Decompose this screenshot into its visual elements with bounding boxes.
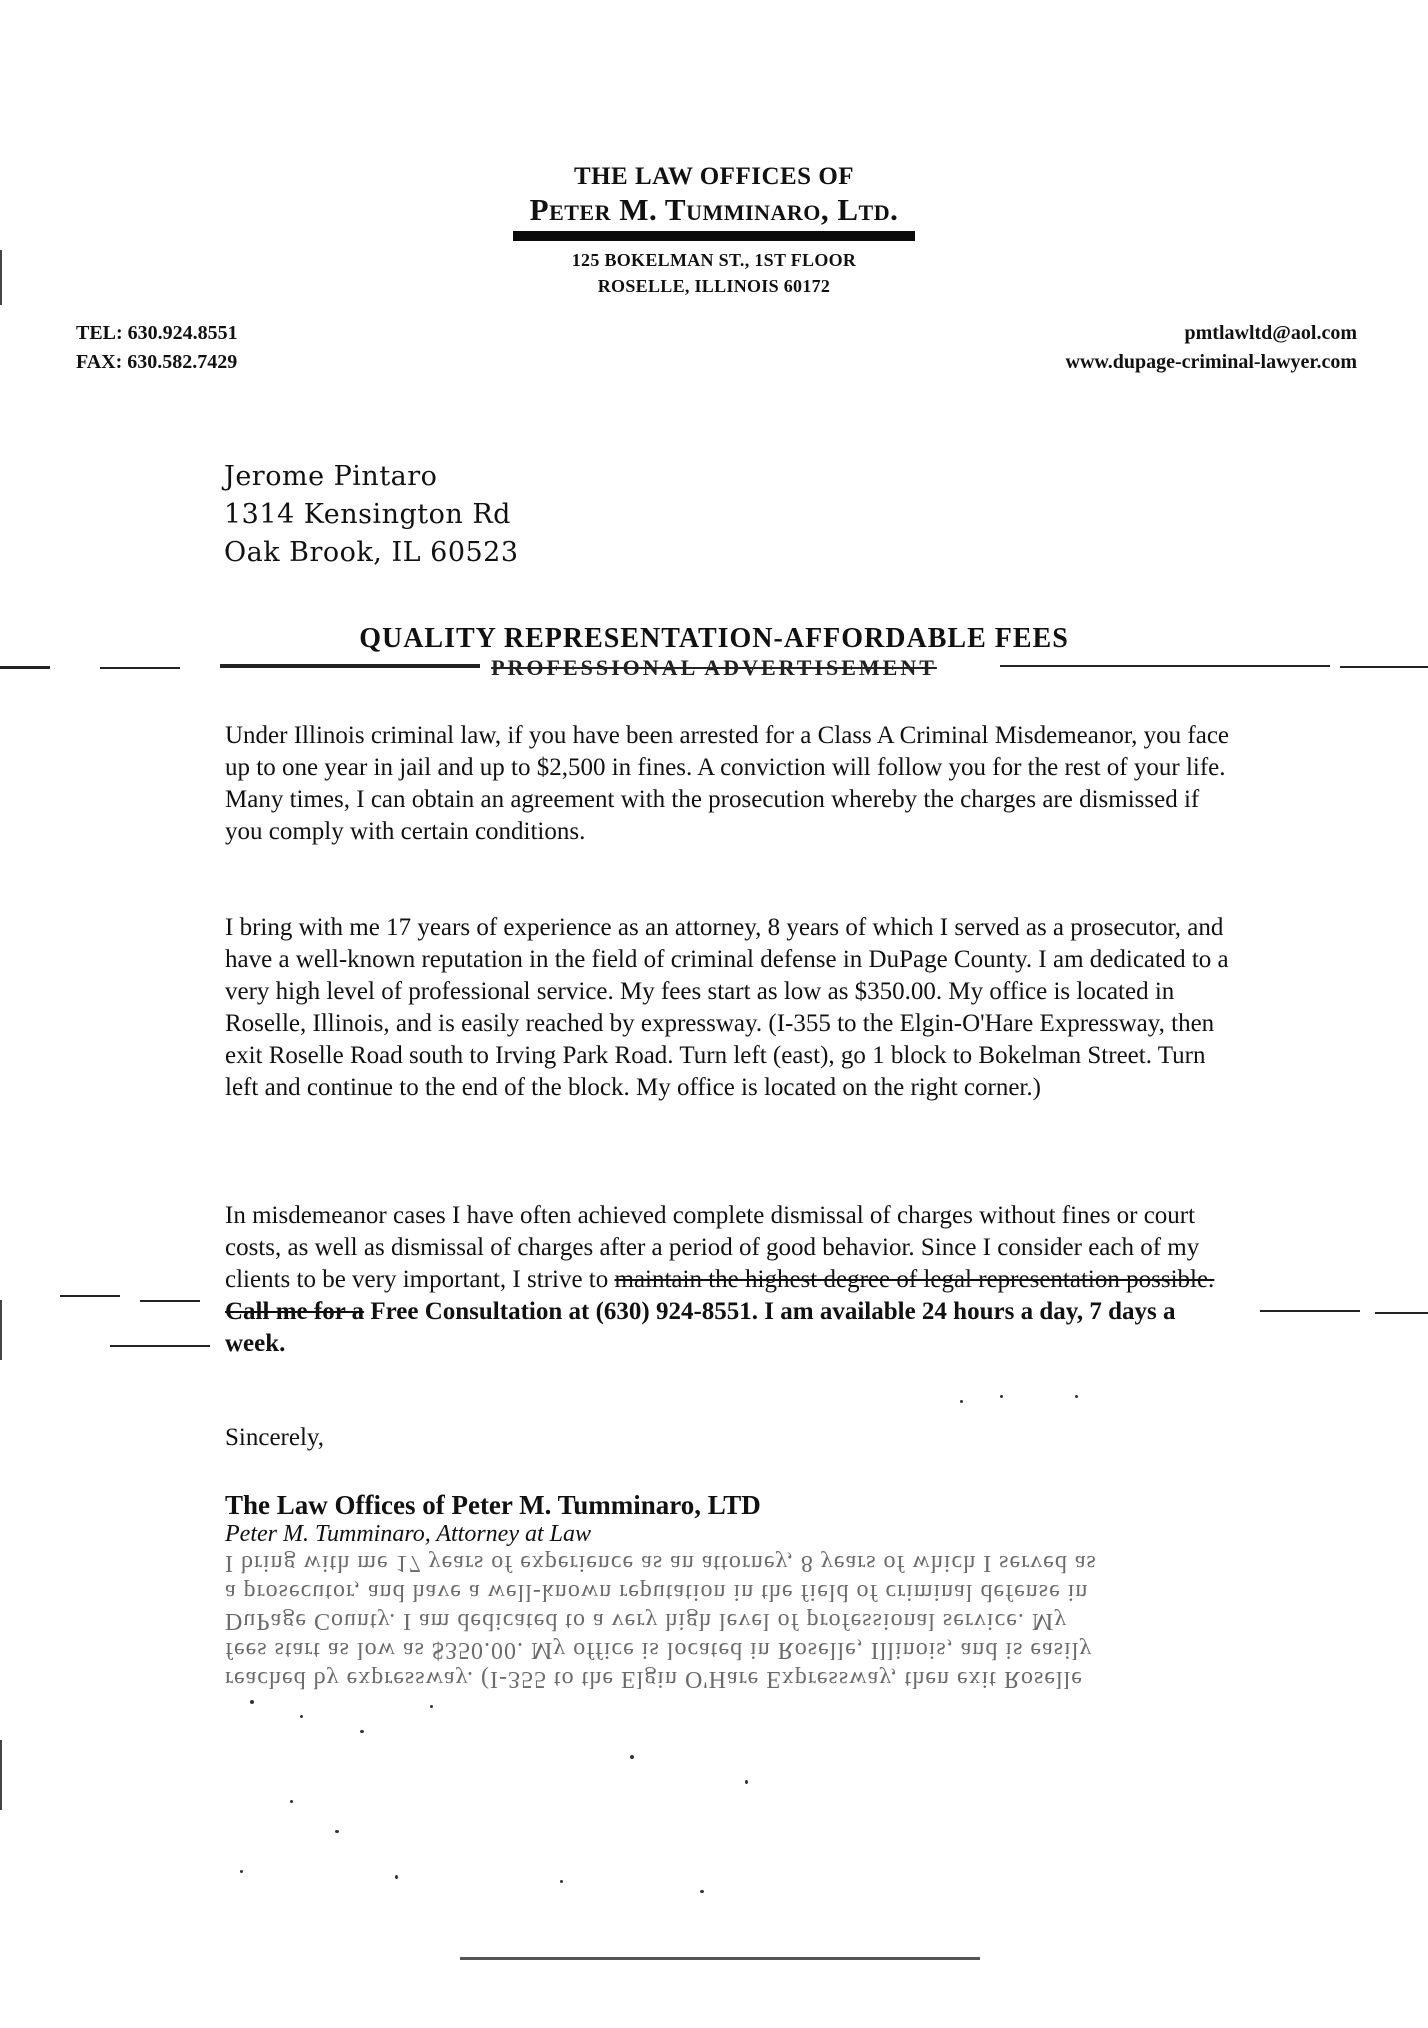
address-line-2: ROSELLE, ILLINOIS 60172 xyxy=(597,276,831,296)
scan-speck xyxy=(250,1700,254,1704)
scan-edge-mark xyxy=(0,250,2,305)
letterhead-title: THE LAW OFFICES OF xyxy=(573,163,855,190)
recipient-name: Jerome Pintaro xyxy=(224,461,438,492)
scan-dash xyxy=(100,667,180,669)
recipient-address xyxy=(224,458,519,572)
bleed-through-text xyxy=(225,1548,1215,1693)
paragraph-3-struck-text: maintain the highest degree of legal representation possible. xyxy=(614,1266,1215,1293)
scan-dash xyxy=(220,664,480,668)
scan-dash xyxy=(460,1957,980,1960)
ghost-line: reached by expressway. (I-355 to the Elgin O'Hare Expressway, then exit Roselle xyxy=(225,1666,1083,1692)
scan-dash xyxy=(140,1300,200,1302)
website-link[interactable]: www.dupage-criminal-lawyer.com xyxy=(1065,351,1357,373)
paragraph-3-text: In misdemeanor cases I have often achieved complete dismissal of charges without fines or court costs, as well as dismissal of charges after a period of good behavior. Since I consider each of my clients to be very important, I strive to xyxy=(225,1202,1200,1293)
body-paragraph-2: I bring with me 17 years of experience as an attorney, 8 years of which I served as a prosecutor, and have a well-known reputation in the field of criminal defense in DuPage County. I am dedicated to a very high level of professional service. My fees start as low as $350.00. My office is located in Roselle, Illinois, and is easily reached by expressway. (I-355 to the Elgin-O'Hare Expressway, then exit Roselle Road south to Irving Park Road. Turn left (east), go 1 block to Bokelman Street. Turn left and continue to the end of the block. My office is located on the right corner.) xyxy=(225,914,1229,1101)
scan-speck xyxy=(630,1755,634,1759)
recipient-street: 1314 Kensington Rd xyxy=(224,499,511,530)
scan-speck xyxy=(1075,1395,1078,1398)
scan-speck xyxy=(395,1875,398,1879)
scan-dash xyxy=(1000,665,1330,667)
scan-speck xyxy=(1000,1395,1003,1398)
body-paragraph-1: Under Illinois criminal law, if you have been arrested for a Class A Criminal Misdemeanor, you face up to one year in jail and up to $2,500 in fines. A conviction will follow you for the rest of your life. Many times, I can obtain an agreement with the prosecution whereby the charges are dismissed if you comply with certain conditions. xyxy=(225,722,1230,845)
scan-edge-mark xyxy=(0,1300,2,1360)
telephone: TEL: 630.924.8551 xyxy=(76,322,238,344)
ghost-line: I bring with me 17 years of experience as an attorney, 8 years of which I served as xyxy=(225,1550,1097,1576)
body-paragraph-3 xyxy=(225,1200,1235,1360)
scan-speck xyxy=(335,1830,339,1833)
scan-speck xyxy=(960,1400,963,1403)
scan-speck xyxy=(240,1870,243,1873)
scan-speck xyxy=(360,1730,364,1733)
letterhead-rule xyxy=(513,231,915,241)
email-link[interactable]: pmtlawltd@aol.com xyxy=(1184,322,1357,344)
headline: QUALITY REPRESENTATION-AFFORDABLE FEES xyxy=(359,623,1069,654)
scan-speck xyxy=(700,1890,704,1893)
scan-speck xyxy=(430,1705,433,1708)
recipient-city: Oak Brook, IL 60523 xyxy=(224,537,519,568)
free-consultation-text: Free Consultation at (630) 924-8551. I am available 24 hours a day, 7 days a week. xyxy=(225,1298,1176,1357)
firm-name: Peter M. Tumminaro, Ltd. xyxy=(529,192,899,227)
scan-speck xyxy=(300,1715,303,1718)
ghost-line: DuPage County. I am dedicated to a very high level of professional service. My xyxy=(225,1608,1068,1634)
scan-dash xyxy=(1375,1312,1428,1314)
scan-dash xyxy=(1260,1310,1360,1312)
scan-speck xyxy=(745,1780,748,1784)
scan-edge-mark xyxy=(0,1740,2,1810)
signature-firm: The Law Offices of Peter M. Tumminaro, LTD xyxy=(225,1490,761,1520)
paragraph-3-struck-bold: Call me for a xyxy=(225,1298,365,1325)
scan-dash xyxy=(110,1345,210,1347)
fax: FAX: 630.582.7429 xyxy=(76,351,238,373)
scan-speck xyxy=(290,1800,293,1803)
signature-name: Peter M. Tumminaro, Attorney at Law xyxy=(225,1521,591,1547)
scan-dash xyxy=(0,666,50,669)
address-line-1: 125 BOKELMAN ST., 1ST FLOOR xyxy=(571,250,857,270)
scan-dash xyxy=(60,1295,120,1297)
scan-dash xyxy=(1340,666,1428,668)
ghost-line: a prosecutor, and have a well-known reputation in the field of criminal defense in xyxy=(225,1579,1089,1605)
salutation: Sincerely, xyxy=(225,1424,325,1451)
struck-heading: PROFESSIONAL ADVERTISEMENT xyxy=(491,655,937,680)
ghost-line: fees start as low as $350.00. My office is located in Roselle, Illinois, and is easily xyxy=(225,1637,1093,1663)
scan-speck xyxy=(560,1880,563,1883)
